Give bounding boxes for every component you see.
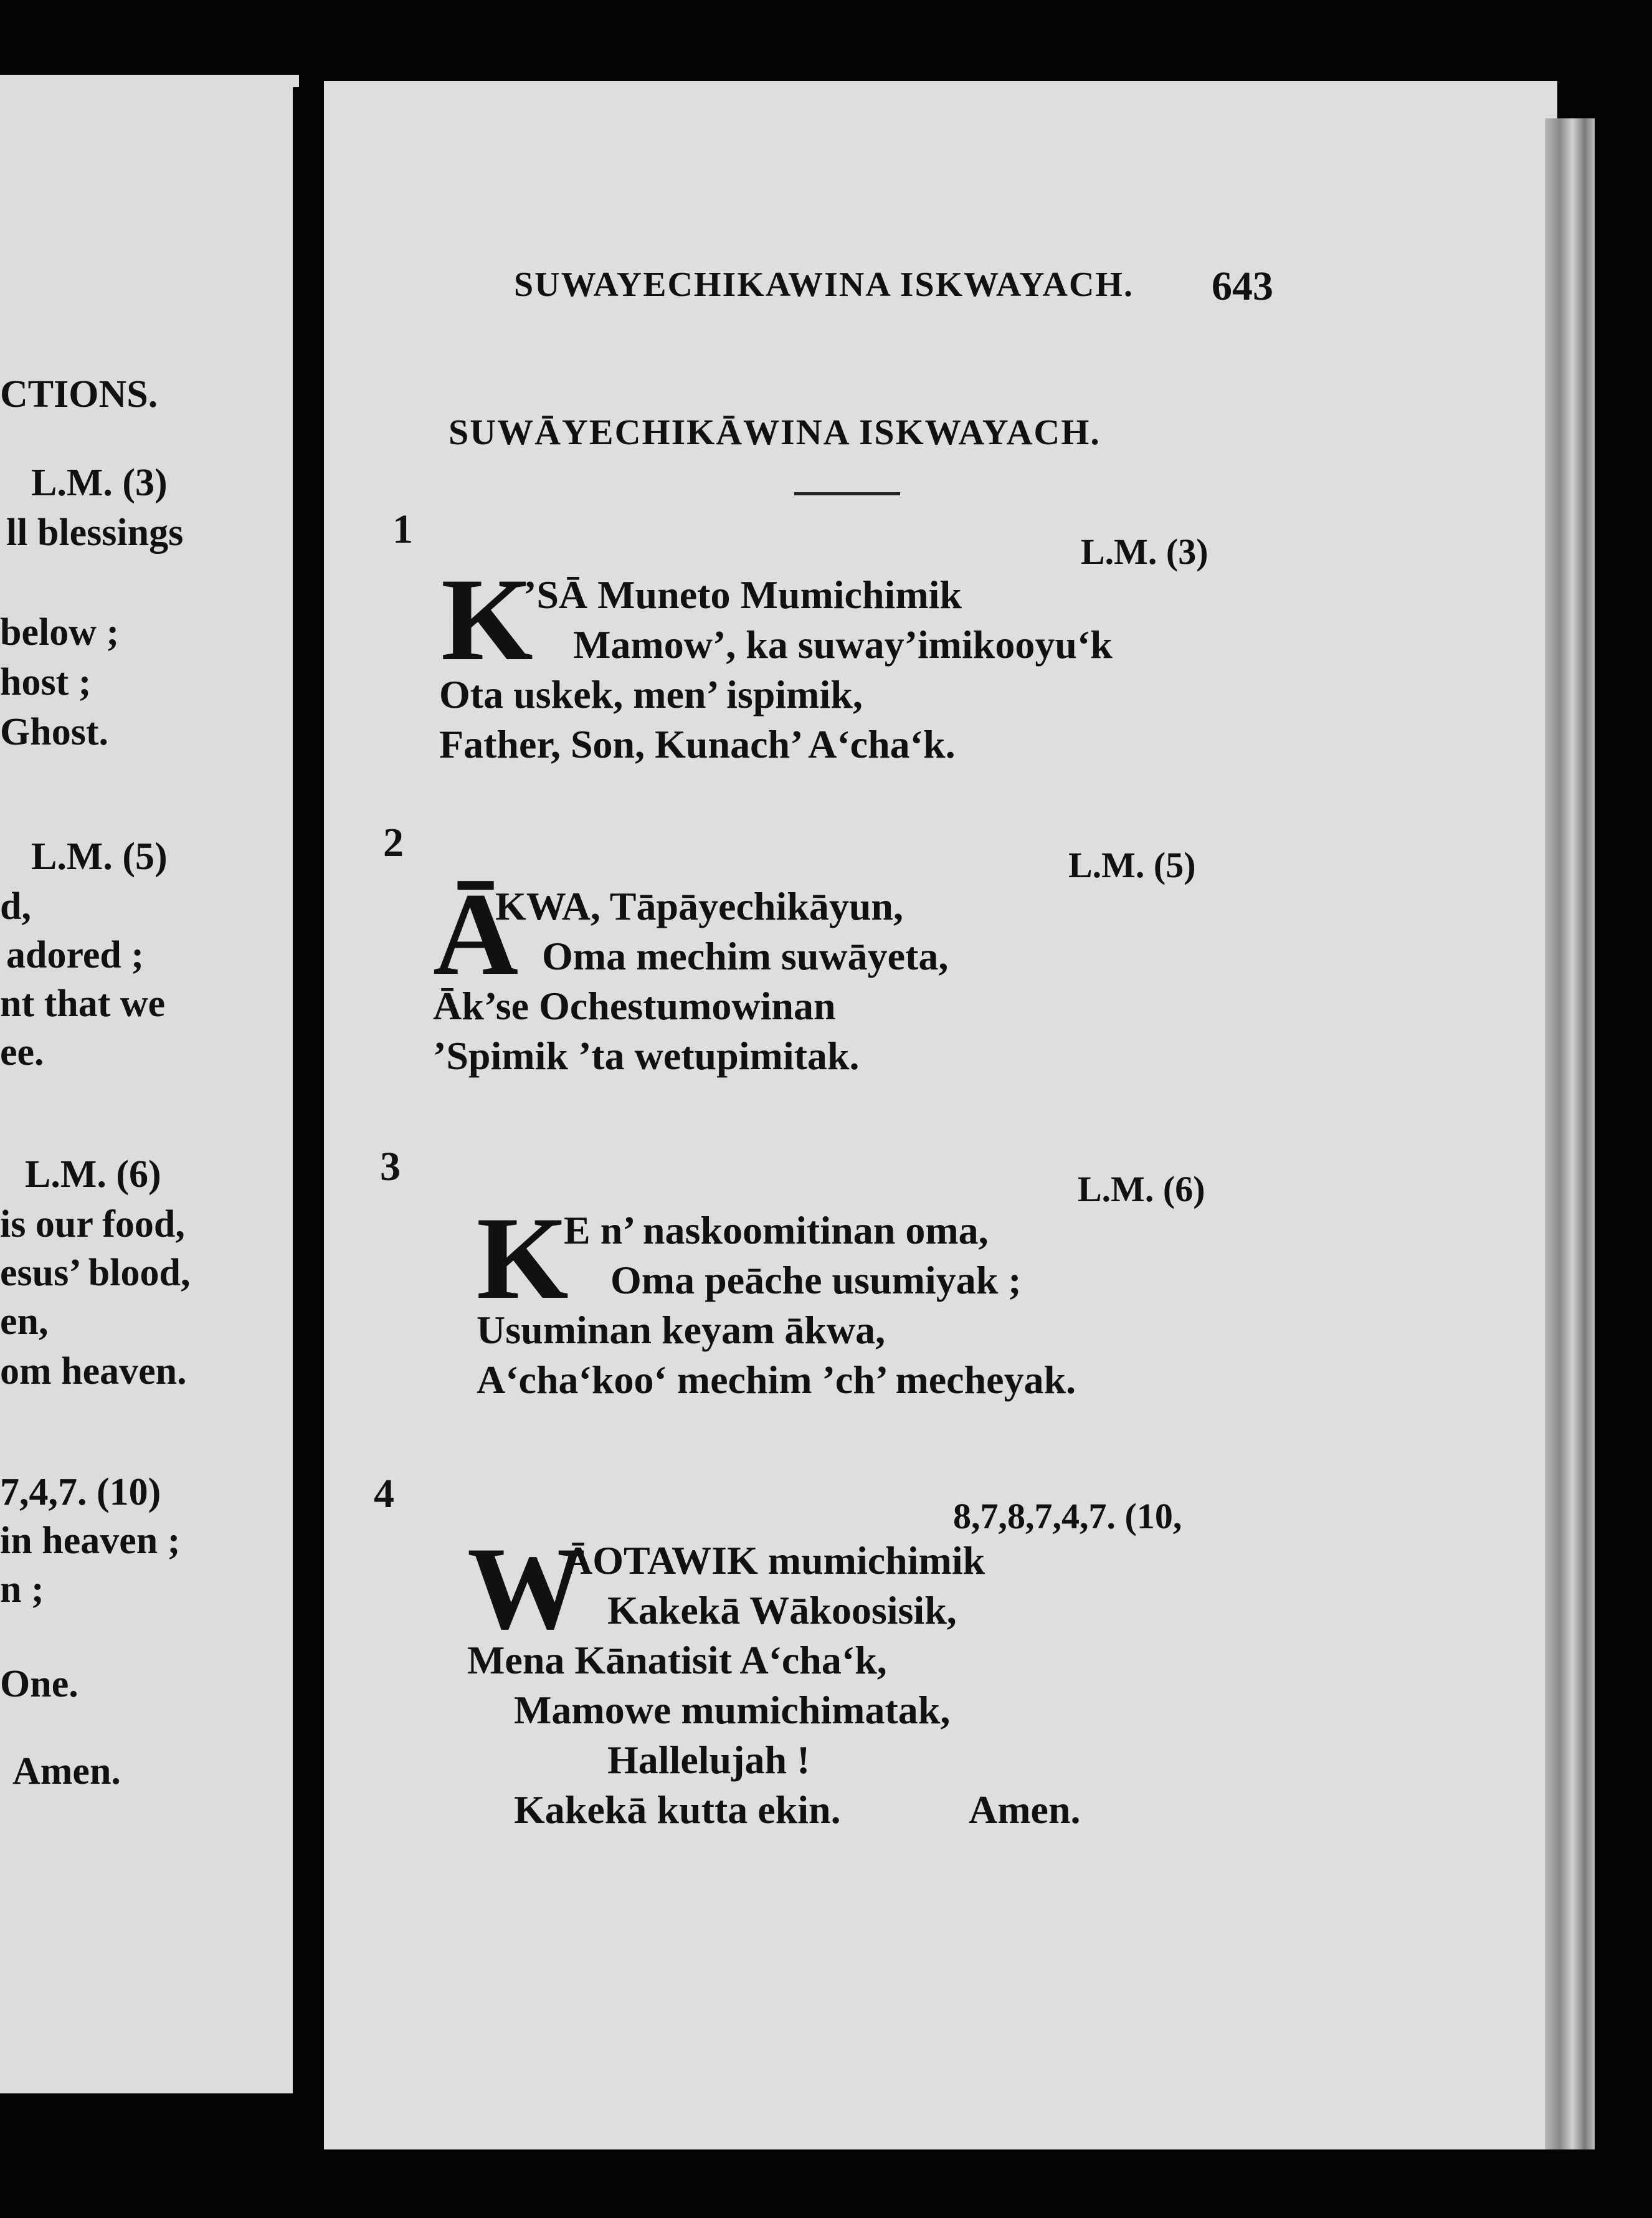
left-line: adored ;: [6, 934, 145, 976]
drop-cap: W: [467, 1523, 586, 1654]
left-line: en,: [0, 1300, 49, 1343]
left-line: L.M. (5): [31, 835, 168, 878]
left-line: L.M. (3): [31, 462, 168, 504]
verse-line: Mena Kānatisit A‘cha‘k,: [467, 1638, 887, 1682]
hymn-number: 1: [392, 507, 413, 552]
hymn-meter: L.M. (6): [1078, 1169, 1205, 1209]
verse-line: KWA, Tāpāyechikāyun,: [495, 884, 903, 928]
hymn-number: 4: [374, 1471, 394, 1516]
verse-line: Usuminan keyam ākwa,: [477, 1308, 886, 1352]
amen-line: Amen.: [969, 1787, 1081, 1832]
left-line: d,: [0, 885, 31, 928]
verse-line: Mamow’, ka suway’imikooyu‘k: [573, 622, 1113, 667]
verse-line: Mamowe mumichimatak,: [514, 1688, 951, 1732]
left-line: is our food,: [0, 1203, 185, 1245]
left-line: in heaven ;: [0, 1520, 181, 1562]
left-line: host ;: [0, 661, 92, 703]
verse-line: Kakekā kutta ekin.: [514, 1787, 841, 1832]
verse-line: Kakekā Wākoosisik,: [607, 1588, 957, 1632]
hymn-meter: 8,7,8,7,4,7. (10,: [953, 1496, 1182, 1536]
left-line: Amen.: [12, 1750, 121, 1792]
left-line: n ;: [0, 1568, 44, 1611]
verse-line: ĀOTAWIK mumichimik: [564, 1538, 985, 1583]
left-line: om heaven.: [0, 1350, 187, 1392]
left-line: L.M. (6): [25, 1153, 161, 1196]
drop-cap: K: [477, 1193, 569, 1324]
left-line: ll blessings: [6, 512, 184, 554]
verse-line: E n’ naskoomitinan oma,: [564, 1208, 989, 1252]
verse-line: A‘cha‘koo‘ mechim ’ch’ mecheyak.: [477, 1358, 1076, 1402]
left-line: Ghost.: [0, 711, 108, 753]
left-line: esus’ blood,: [0, 1252, 191, 1294]
verse-line: Oma mechim suwāyeta,: [542, 934, 949, 978]
hymn-number: 2: [383, 820, 404, 865]
page-number: 643: [1212, 264, 1273, 309]
title-rule: [794, 492, 900, 495]
main-page: [324, 81, 1557, 2149]
hymn-meter: L.M. (5): [1068, 845, 1196, 885]
left-line: 7,4,7. (10): [0, 1471, 161, 1513]
verse-line: Āk’se Ochestumowinan: [433, 984, 836, 1028]
left-line: ee.: [0, 1031, 44, 1073]
left-line: One.: [0, 1663, 78, 1705]
left-line: nt that we: [0, 983, 166, 1025]
verse-line: Father, Son, Kunach’ A‘cha‘k.: [439, 722, 956, 766]
previous-page-fragment: [0, 75, 299, 2093]
left-line: below ;: [0, 611, 120, 654]
section-title: SUWĀYECHIKĀWINA ISKWAYACH.: [449, 412, 1101, 452]
running-title: SUWAYECHIKAWINA ISKWAYACH.: [514, 265, 1134, 304]
left-line: CTIONS.: [0, 373, 158, 416]
hymn-meter: L.M. (3): [1081, 531, 1208, 572]
verse-line: ’SĀ Muneto Mumichimik: [523, 573, 962, 617]
verse-line: ’Spimik ’ta wetupimitak.: [433, 1034, 860, 1078]
verse-line: Hallelujah !: [607, 1738, 810, 1782]
verse-line: Ota uskek, men’ ispimik,: [439, 672, 863, 716]
hymn-number: 3: [380, 1144, 401, 1189]
page-edge-stack: [1545, 118, 1595, 2149]
drop-cap: K: [441, 554, 533, 685]
book-binding-gutter: [293, 87, 324, 2106]
verse-line: Oma peāche usumiyak ;: [610, 1258, 1022, 1302]
drop-cap: Ā: [433, 869, 519, 1000]
